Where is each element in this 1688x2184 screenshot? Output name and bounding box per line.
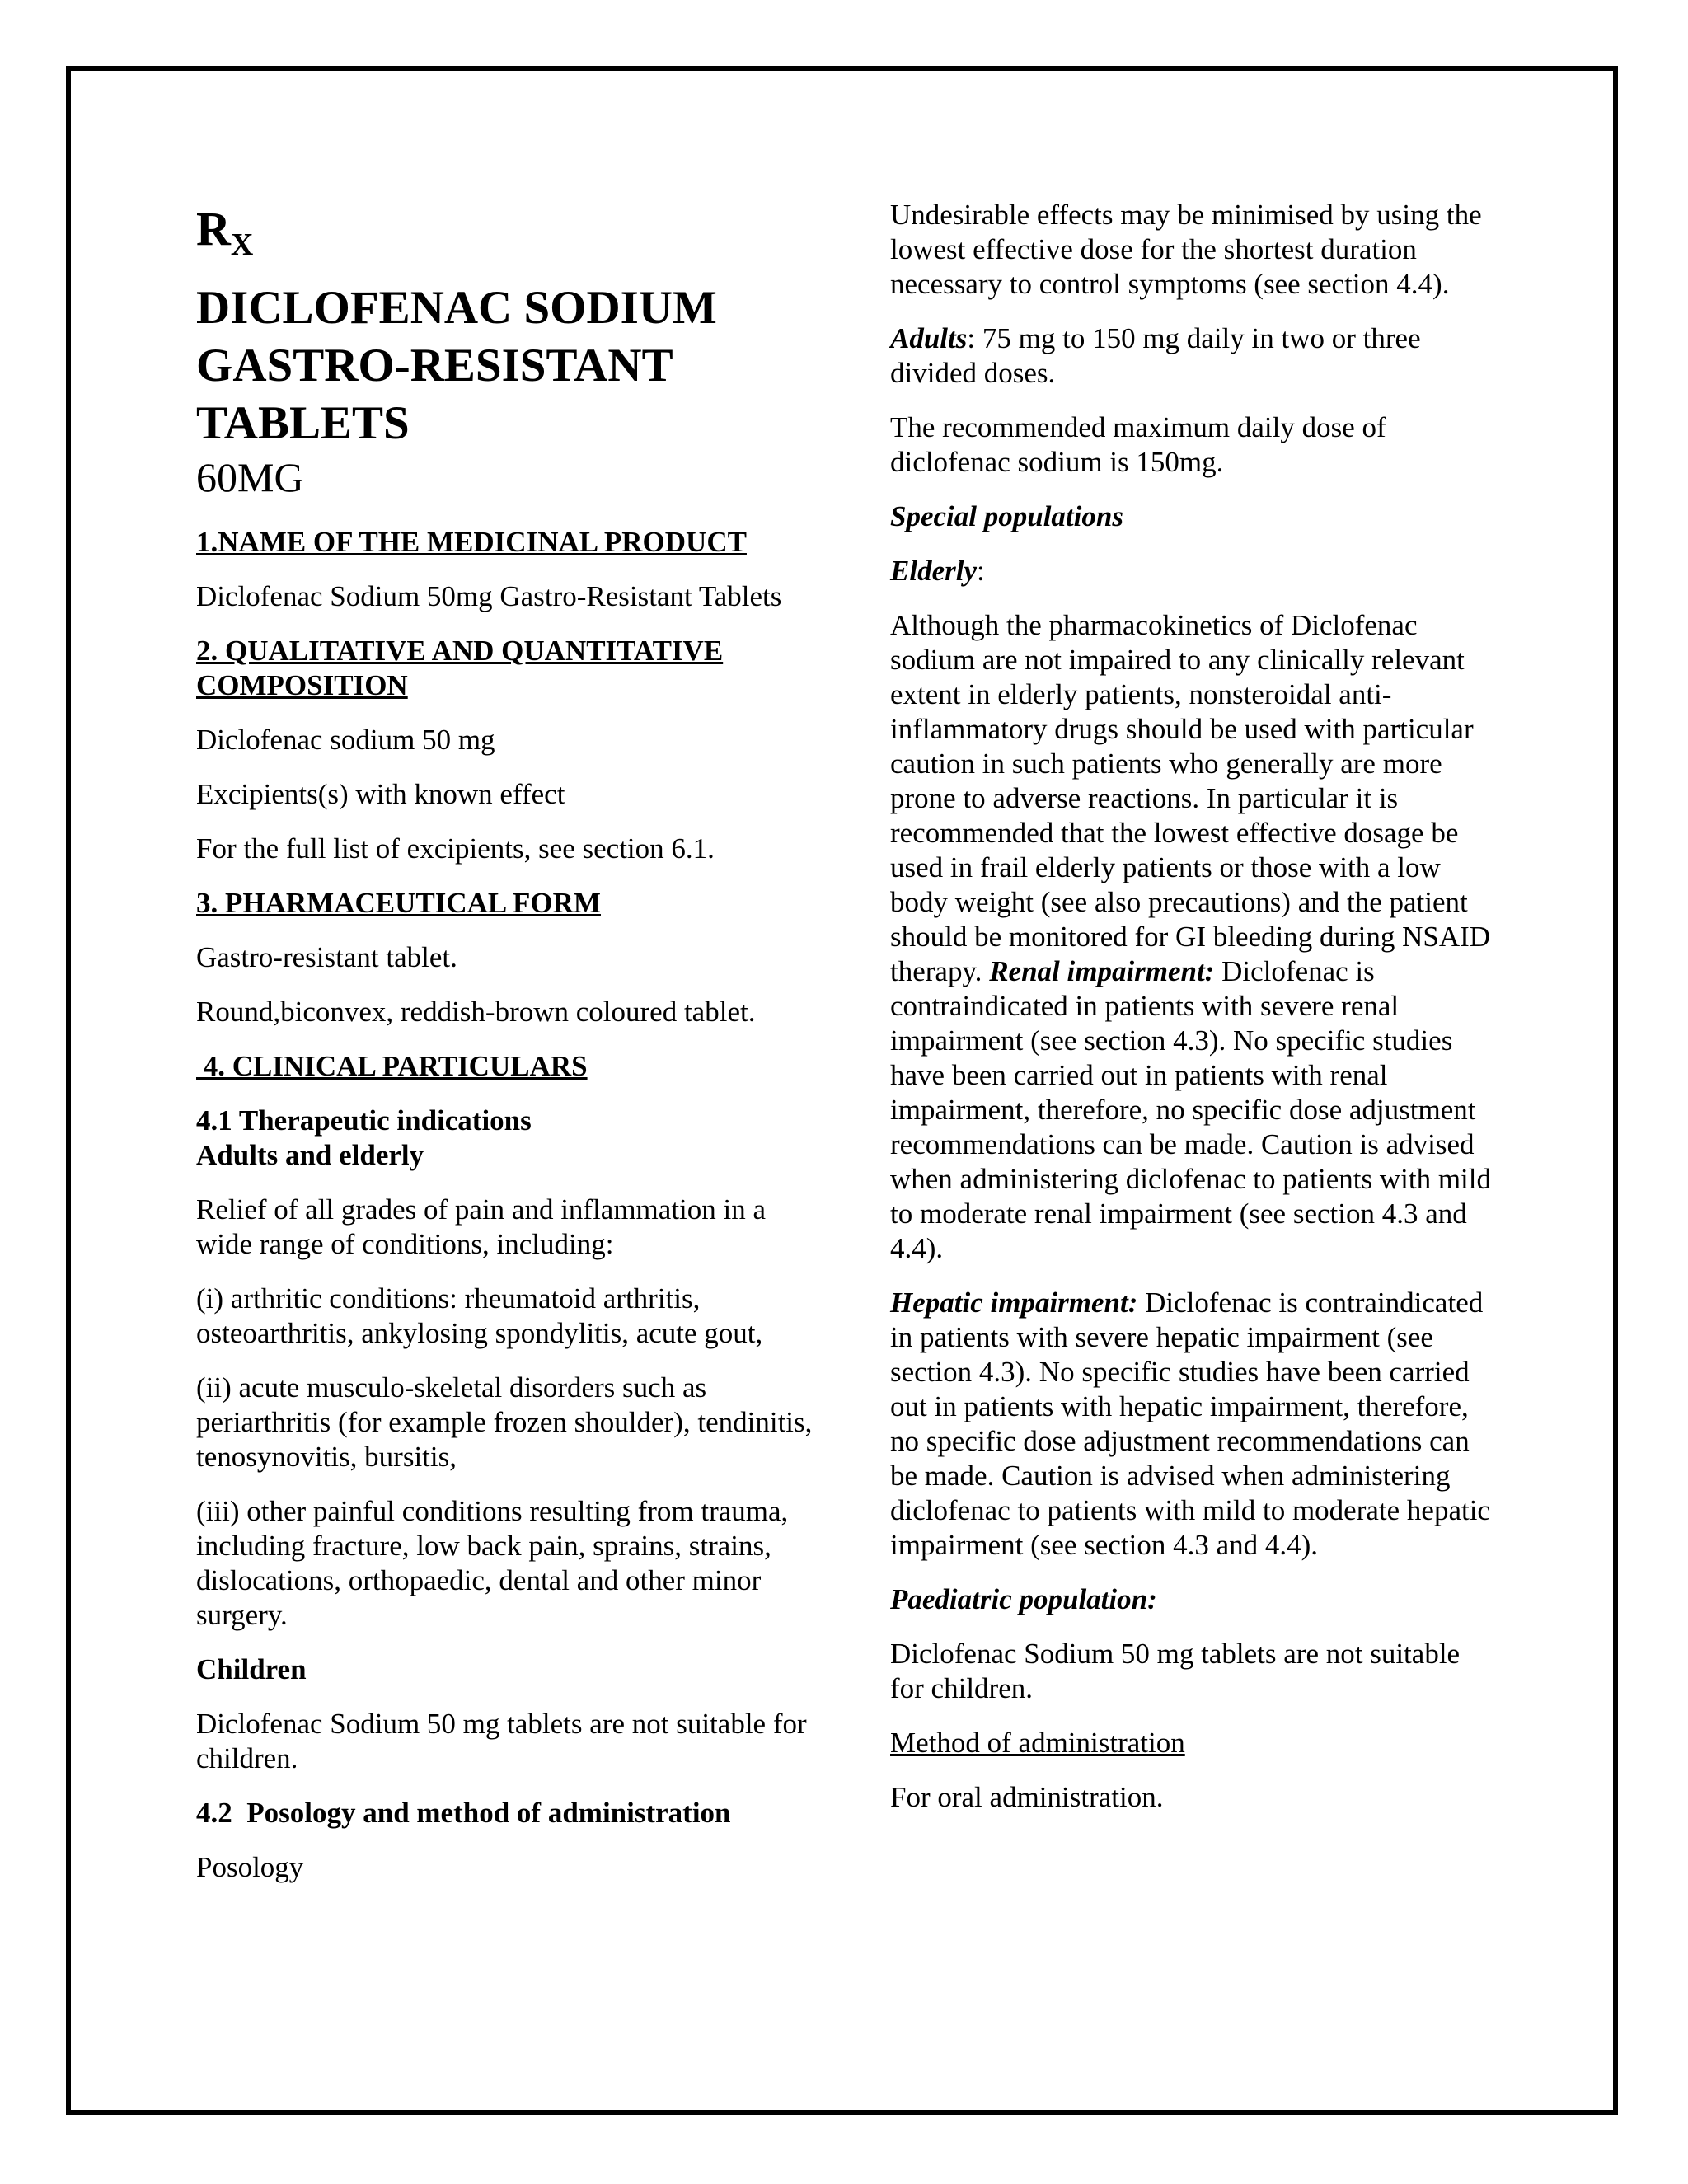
right-column <box>890 198 1492 1815</box>
children-body: Diclofenac Sodium 50 mg tablets are not suitable for children. <box>196 1708 807 1774</box>
section-4-1-para: (i) arthritic conditions: rheumatoid arthritis, osteoarthritis, ankylosing spondylitis, acute gout, <box>196 1282 763 1349</box>
method-heading: Method of administration <box>890 1727 1185 1759</box>
elderly-renal-para <box>890 608 1492 1266</box>
undesirable-effects-para: Undesirable effects may be minimised by using the lowest effective dose for the shortest duration necessary to control symptoms (see section 4.4). <box>890 199 1482 300</box>
paediatric-heading: Paediatric population: <box>890 1583 1157 1615</box>
title-line: TABLETS <box>196 397 410 449</box>
section-3-para: Round,biconvex, reddish-brown coloured tablet. <box>196 996 756 1028</box>
hepatic-para <box>890 1286 1492 1563</box>
section-2-para: Diclofenac sodium 50 mg <box>196 724 495 756</box>
method-text: For oral administration. <box>890 1781 1164 1813</box>
section-4-1-para: (ii) acute musculo-skeletal disorders such as periarthritis (for example frozen shoulder), tendinitis, tenosynovitis, bursitis, <box>196 1371 813 1473</box>
children-heading: Children <box>196 1653 307 1685</box>
title-line: GASTRO-RESISTANT <box>196 340 673 391</box>
section-4-1-heading: 4.1 Therapeutic indications <box>196 1104 532 1137</box>
title-line: DICLOFENAC SODIUM <box>196 282 717 334</box>
product-title <box>196 279 823 452</box>
product-strength: 60MG <box>196 454 304 500</box>
renal-text: Diclofenac is contraindicated in patients with severe renal impairment (see section 4.3). No specific studies have been carried out in patients with renal impairment, therefore, no specific dose adjustment recommendations can be made. Caution is advised when administering diclofenac to patients with mild to moderate renal impairment (see section 4.3 and 4.4). <box>890 955 1492 1264</box>
section-4-1-para: Relief of all grades of pain and inflammation in a wide range of conditions, including: <box>196 1193 767 1260</box>
section-2-para: For the full list of excipients, see section 6.1. <box>196 832 715 865</box>
hepatic-label: Hepatic impairment: <box>890 1286 1138 1319</box>
section-2-para: Excipients(s) with known effect <box>196 778 565 810</box>
section-3-para: Gastro-resistant tablet. <box>196 941 457 973</box>
section-1-heading: 1.NAME OF THE MEDICINAL PRODUCT <box>196 526 747 558</box>
section-4-1-para: (iii) other painful conditions resulting from trauma, including fracture, low back pain, sprains, strains, dislocations, orthopaedic, dental and other minor surgery. <box>196 1495 789 1631</box>
elderly-text: Although the pharmacokinetics of Diclofenac sodium are not impaired to any clinically relevant extent in elderly patients, nonsteroidal anti-inflammatory drugs should be used with particular caution in such patients who generally are more prone to adverse reactions. In particular it is recommended that the lowest effective dosage be used in frail elderly patients or those with a low body weight (see also precautions) and the patient should be monitored for GI bleeding during NSAID therapy. <box>890 609 1491 987</box>
adults-label: Adults <box>890 322 968 354</box>
max-dose-para: The recommended maximum daily dose of diclofenac sodium is 150mg. <box>890 411 1386 478</box>
rx-symbol: $R_X$ <box>196 202 254 262</box>
renal-label: Renal impairment: <box>989 955 1215 987</box>
paediatric-text: Diclofenac Sodium 50 mg tablets are not suitable for children. <box>890 1638 1461 1704</box>
section-3-heading: 3. PHARMACEUTICAL FORM <box>196 887 601 919</box>
section-4-heading: 4. CLINICAL PARTICULARS <box>196 1050 588 1082</box>
adults-text: : 75 mg to 150 mg daily in two or three divided doses. <box>890 322 1421 389</box>
section-2-heading: 2. QUALITATIVE AND QUANTITATIVE COMPOSITION <box>196 635 724 701</box>
section-4-1-subheading: Adults and elderly <box>196 1139 424 1171</box>
left-column <box>196 198 823 1885</box>
section-4-2-para: Posology <box>196 1851 304 1883</box>
elderly-heading <box>890 554 1492 588</box>
elderly-colon: : <box>976 555 985 587</box>
section-1-body: Diclofenac Sodium 50mg Gastro-Resistant Tablets <box>196 580 782 612</box>
section-4-2-heading: 4.2 Posology and method of administration <box>196 1797 731 1829</box>
special-populations-heading: Special populations <box>890 500 1123 532</box>
elderly-label: Elderly <box>890 555 977 587</box>
adults-para <box>890 321 1492 391</box>
hepatic-text: Diclofenac is contraindicated in patients with severe hepatic impairment (see section 4.3). No specific studies have been carried out in patients with hepatic impairment, therefore, no specific dose adjustment recommendations can be made. Caution is advised when administering diclofenac to patients with mild to moderate hepatic impairment (see section 4.3 and 4.4). <box>890 1286 1490 1561</box>
